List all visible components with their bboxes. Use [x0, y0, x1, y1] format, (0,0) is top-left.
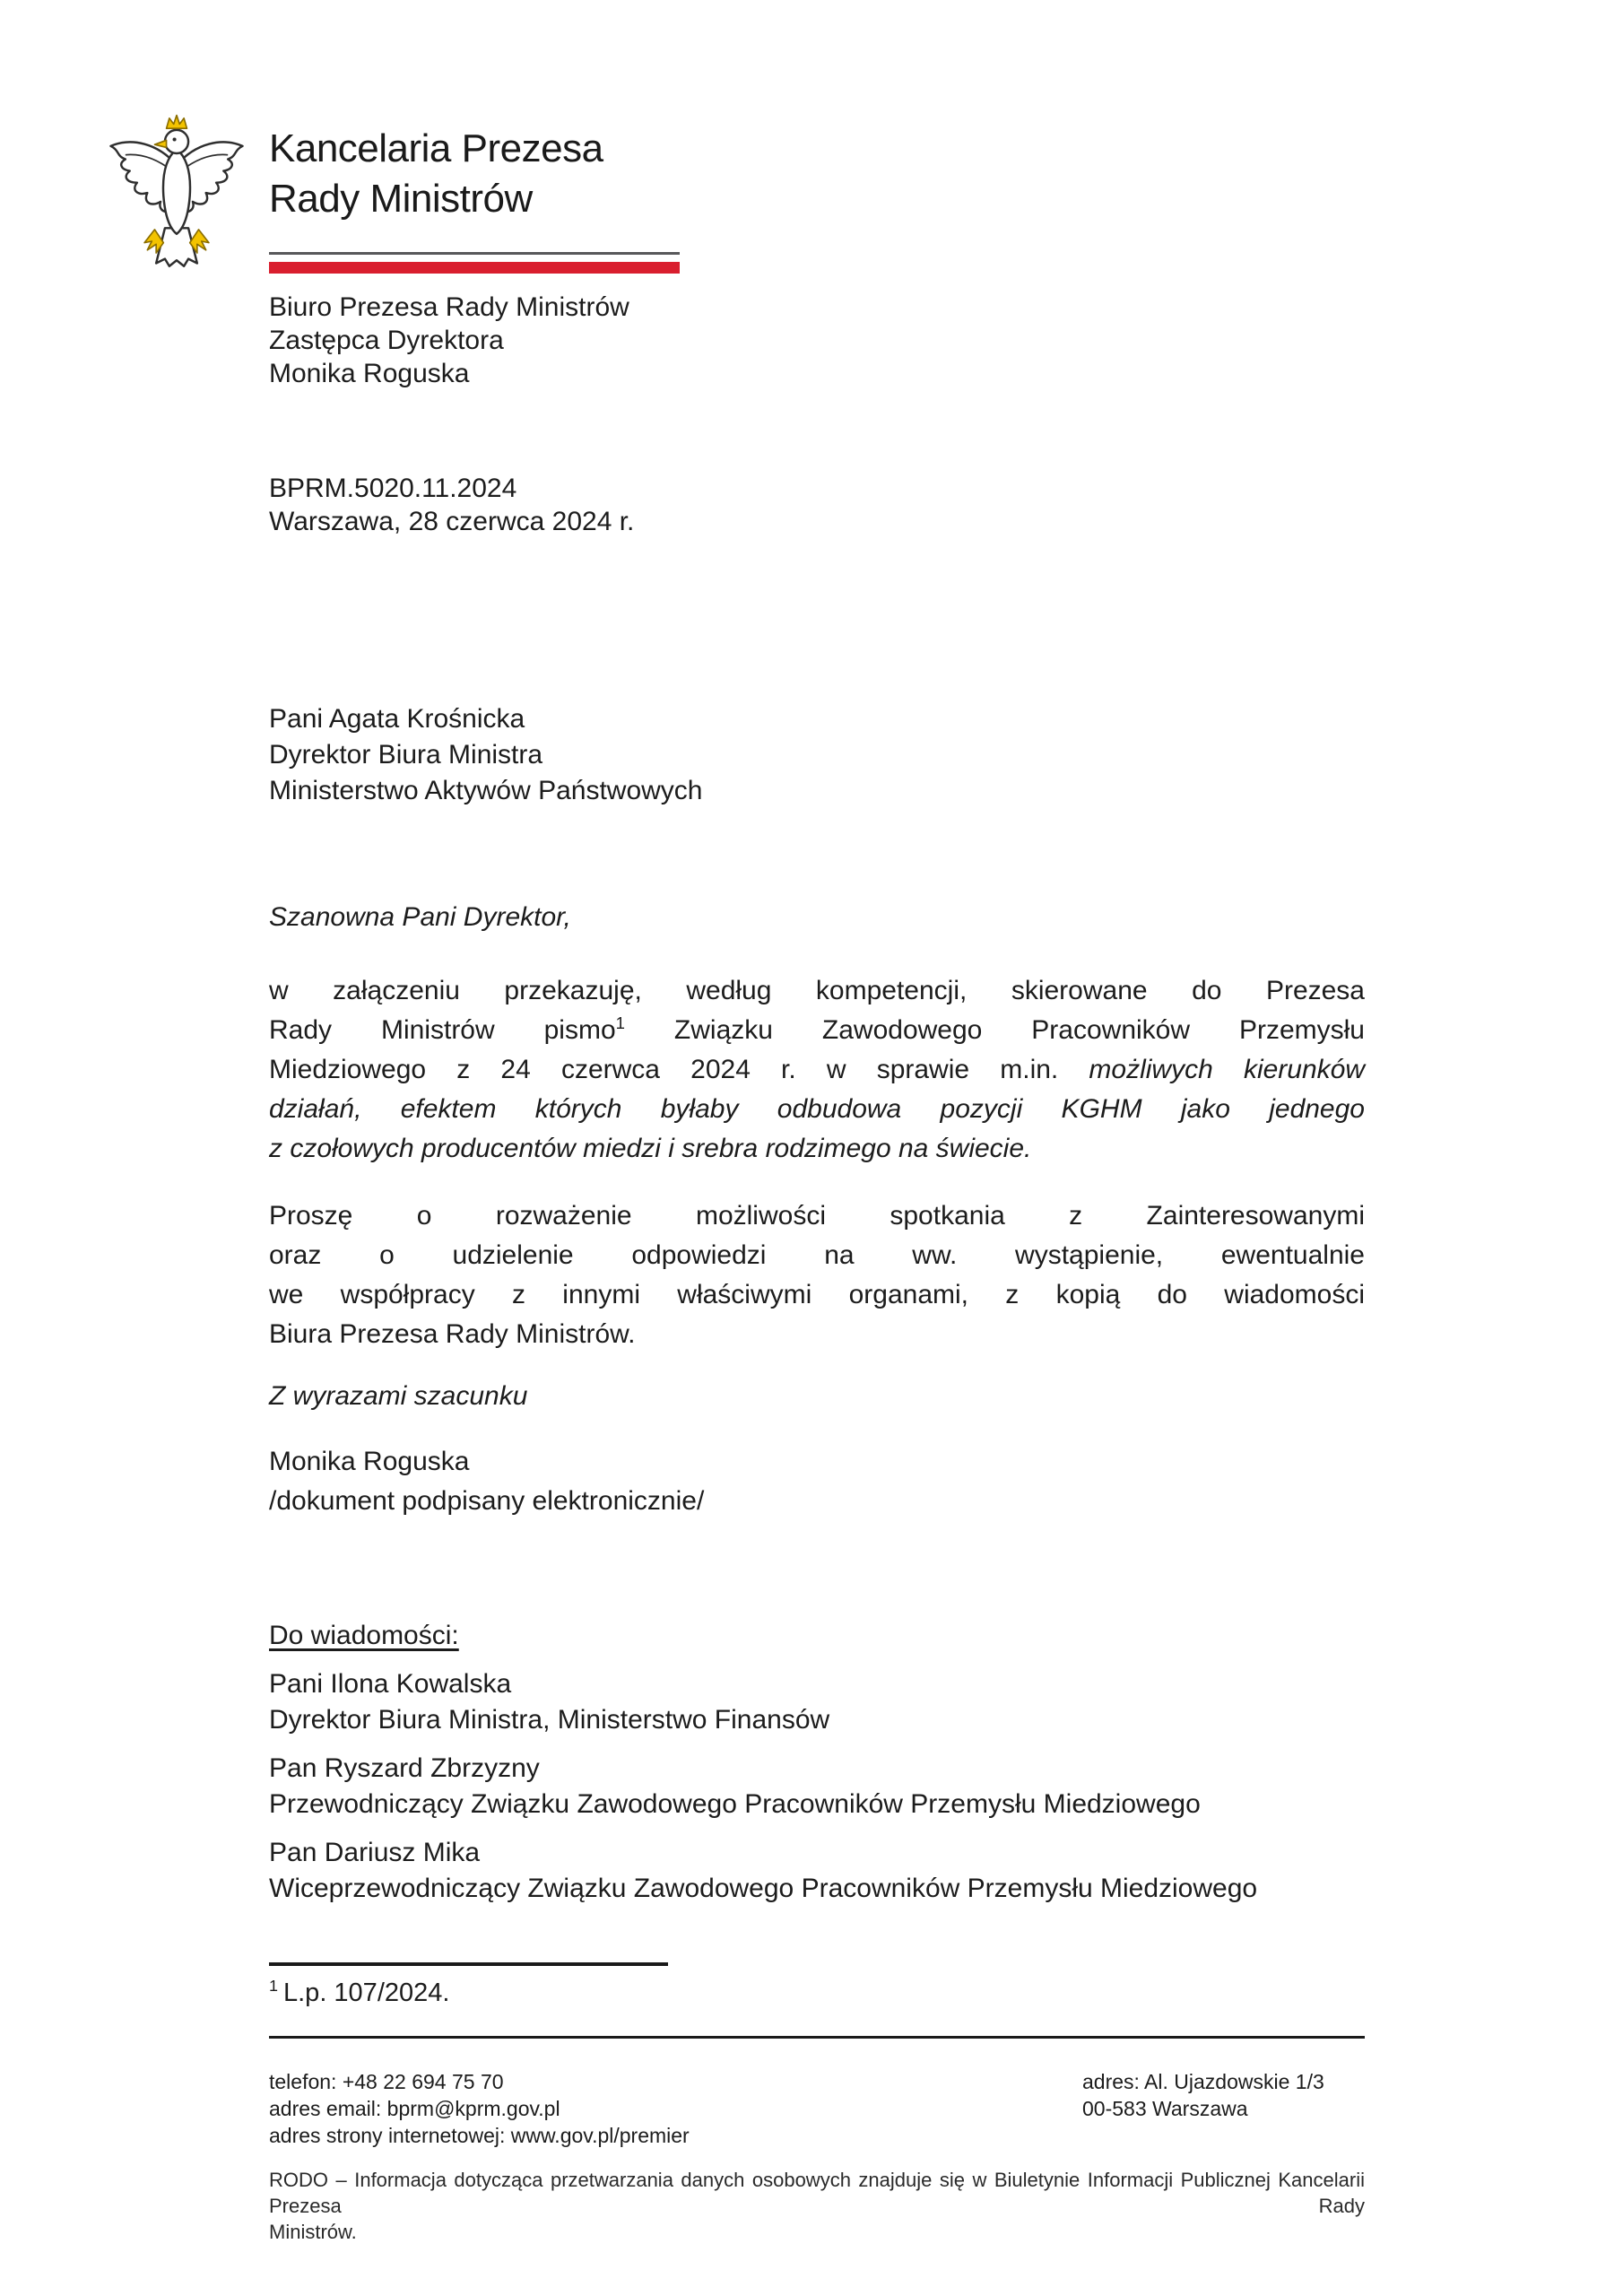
text-line: z czołowych producentów miedzi i srebra rodzimego na świecie.: [269, 1134, 1032, 1163]
sender-office: Biuro Prezesa Rady Ministrów: [269, 292, 629, 322]
text-line: działań, efektem których byłaby odbudowa pozycji KGHM jako jednego: [269, 1094, 1365, 1124]
rodo-note: [269, 2167, 1365, 2245]
cc-section: [269, 1618, 1257, 1907]
text-line: Rady Ministrów pismo$^1$ Związku Zawodowego Pracowników Przemysłu: [269, 1013, 1365, 1045]
letterhead-title-line2: Rady Ministrów: [269, 177, 533, 221]
footer-city-zip: 00-583 Warszawa: [1082, 2097, 1248, 2120]
kprm-eagle-logo: [100, 109, 253, 285]
cc-entry-name: Pan Dariusz Mika: [269, 1838, 481, 1867]
footer-divider: [269, 2036, 1365, 2039]
text-line: Miedziowego z 24 czerwca 2024 r. w sprawie m.in. możliwych kierunków: [269, 1055, 1365, 1084]
footer-street: adres: Al. Ujazdowskie 1/3: [1082, 2070, 1324, 2093]
cc-entry-title: Dyrektor Biura Ministra, Ministerstwo Finansów: [269, 1705, 830, 1735]
cc-entry-title: Wiceprzewodniczący Związku Zawodowego Pracowników Przemysłu Miedziowego: [269, 1874, 1258, 1903]
footnote-marker: 1: [269, 1977, 278, 1996]
body-paragraph-1: [269, 971, 1365, 1169]
place-and-date: Warszawa, 28 czerwca 2024 r.: [269, 507, 635, 536]
salutation: Szanowna Pani Dyrektor,: [269, 902, 571, 932]
text-line: w załączeniu przekazuję, według kompetencji, skierowane do Prezesa: [269, 976, 1365, 1005]
text-line: Ministrów.: [269, 2221, 357, 2243]
letterhead-title: [269, 124, 897, 224]
cc-entry-name: Pan Ryszard Zbrzyzny: [269, 1753, 540, 1783]
text-line: RODO – Informacja dotycząca przetwarzania danych osobowych znajduje się w Biuletynie Informacji Publicznej Kancelarii Prezesa Rady: [269, 2169, 1365, 2217]
sender-block: [269, 291, 629, 390]
text-line: Proszę o rozważenie możliwości spotkania z Zainteresowanymi: [269, 1201, 1365, 1231]
cc-entry: [269, 1666, 1257, 1738]
reference-number: BPRM.5020.11.2024: [269, 474, 517, 503]
polish-eagle-icon: [100, 109, 253, 285]
letterhead-title-line1: Kancelaria Prezesa: [269, 126, 603, 170]
footnote-divider: [269, 1962, 668, 1966]
signature-note: /dokument podpisany elektronicznie/: [269, 1486, 705, 1516]
recipient-organization: Ministerstwo Aktywów Państwowych: [269, 776, 703, 805]
signature-block: [269, 1442, 704, 1521]
recipient-position: Dyrektor Biura Ministra: [269, 740, 543, 770]
text-line: Biura Prezesa Rady Ministrów.: [269, 1319, 636, 1349]
body-paragraph-2: [269, 1196, 1365, 1354]
footnote: [269, 1979, 449, 2008]
text-line: we współpracy z innymi właściwymi organami, z kopią do wiadomości: [269, 1280, 1365, 1309]
signer-name: Monika Roguska: [269, 1447, 470, 1476]
cc-entry: [269, 1751, 1257, 1822]
recipient-block: [269, 701, 703, 809]
closing-phrase: Z wyrazami szacunku: [269, 1381, 528, 1411]
footnote-text: L.p. 107/2024.: [283, 1979, 450, 2007]
reference-block: [269, 472, 634, 538]
header-divider-gray: [269, 252, 680, 255]
footer-address-right: [1082, 2068, 1324, 2122]
recipient-name: Pani Agata Krośnicka: [269, 704, 525, 734]
cc-heading: Do wiadomości:: [269, 1621, 459, 1650]
footer-contact-left: [269, 2068, 690, 2149]
sender-name: Monika Roguska: [269, 359, 470, 388]
footer-email: adres email: bprm@kprm.gov.pl: [269, 2097, 560, 2120]
cc-entry-title: Przewodniczący Związku Zawodowego Pracowników Przemysłu Miedziowego: [269, 1789, 1201, 1819]
cc-entry-name: Pani Ilona Kowalska: [269, 1669, 512, 1699]
sender-position: Zastępca Dyrektora: [269, 326, 504, 355]
text-line: oraz o udzielenie odpowiedzi na ww. wystąpienie, ewentualnie: [269, 1240, 1365, 1270]
footer-website: adres strony internetowej: www.gov.pl/premier: [269, 2124, 690, 2147]
footer-phone: telefon: +48 22 694 75 70: [269, 2070, 504, 2093]
header-divider-red: [269, 262, 680, 274]
cc-entry: [269, 1835, 1257, 1907]
